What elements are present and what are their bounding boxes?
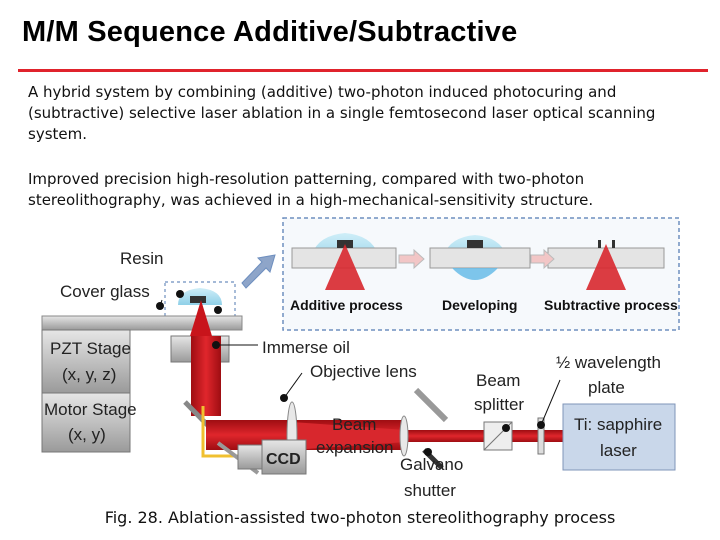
figure-caption: Fig. 28. Ablation-assisted two-photon stereolithography process — [104, 508, 616, 527]
laser-label-1: Ti: sapphire — [574, 415, 663, 434]
beam-splitter-label-2: splitter — [474, 395, 525, 414]
motor-stage-label: Motor Stage — [44, 400, 137, 419]
slide-title: M/M Sequence Additive/Subtractive — [22, 16, 518, 48]
pzt-stage-axes: (x, y, z) — [62, 365, 117, 384]
galvano-label-2: shutter — [404, 481, 456, 500]
stage-plate — [42, 316, 242, 330]
paragraph-hybrid-system: A hybrid system by combining (additive) two-photon induced photocuring and (subtractive) selective laser ablation in a single femtosecond laser optical scanning system. — [28, 83, 656, 143]
beam-expansion-label-1: Beam — [332, 415, 377, 434]
paragraph-improved-precision: Improved precision high-resolution patterning, compared with two-photon stereolithography, was achieved in a high-mechanical-sensitivity structure. — [28, 170, 594, 209]
ccd-camera — [238, 445, 262, 469]
beam-expansion-lens-2 — [400, 416, 408, 456]
resin-label: Resin — [120, 249, 164, 268]
process-step-developing: Developing — [442, 297, 518, 313]
ti-sapphire-laser — [563, 404, 675, 470]
process-step-additive: Additive process — [290, 297, 403, 313]
objective-lens-label: Objective lens — [310, 362, 417, 381]
pzt-stage-label: PZT Stage — [50, 339, 131, 358]
half-wave-plate-label-2: plate — [588, 378, 625, 397]
beam-splitter-label-1: Beam — [476, 371, 521, 390]
galvano-shutter-element — [416, 390, 446, 420]
laser-label-2: laser — [600, 441, 637, 460]
process-step-subtractive: Subtractive process — [544, 297, 678, 313]
cover-glass-label: Cover glass — [60, 282, 150, 301]
half-wave-plate-label-1: ½ wavelength — [556, 353, 661, 372]
motor-stage-axes: (x, y) — [68, 425, 106, 444]
beam-expansion-label-2: expansion — [316, 438, 394, 457]
zoom-arrow — [242, 255, 275, 288]
immerse-oil-label: Immerse oil — [262, 338, 350, 357]
galvano-label-1: Galvano — [400, 455, 464, 474]
ccd-label: CCD — [266, 451, 301, 468]
